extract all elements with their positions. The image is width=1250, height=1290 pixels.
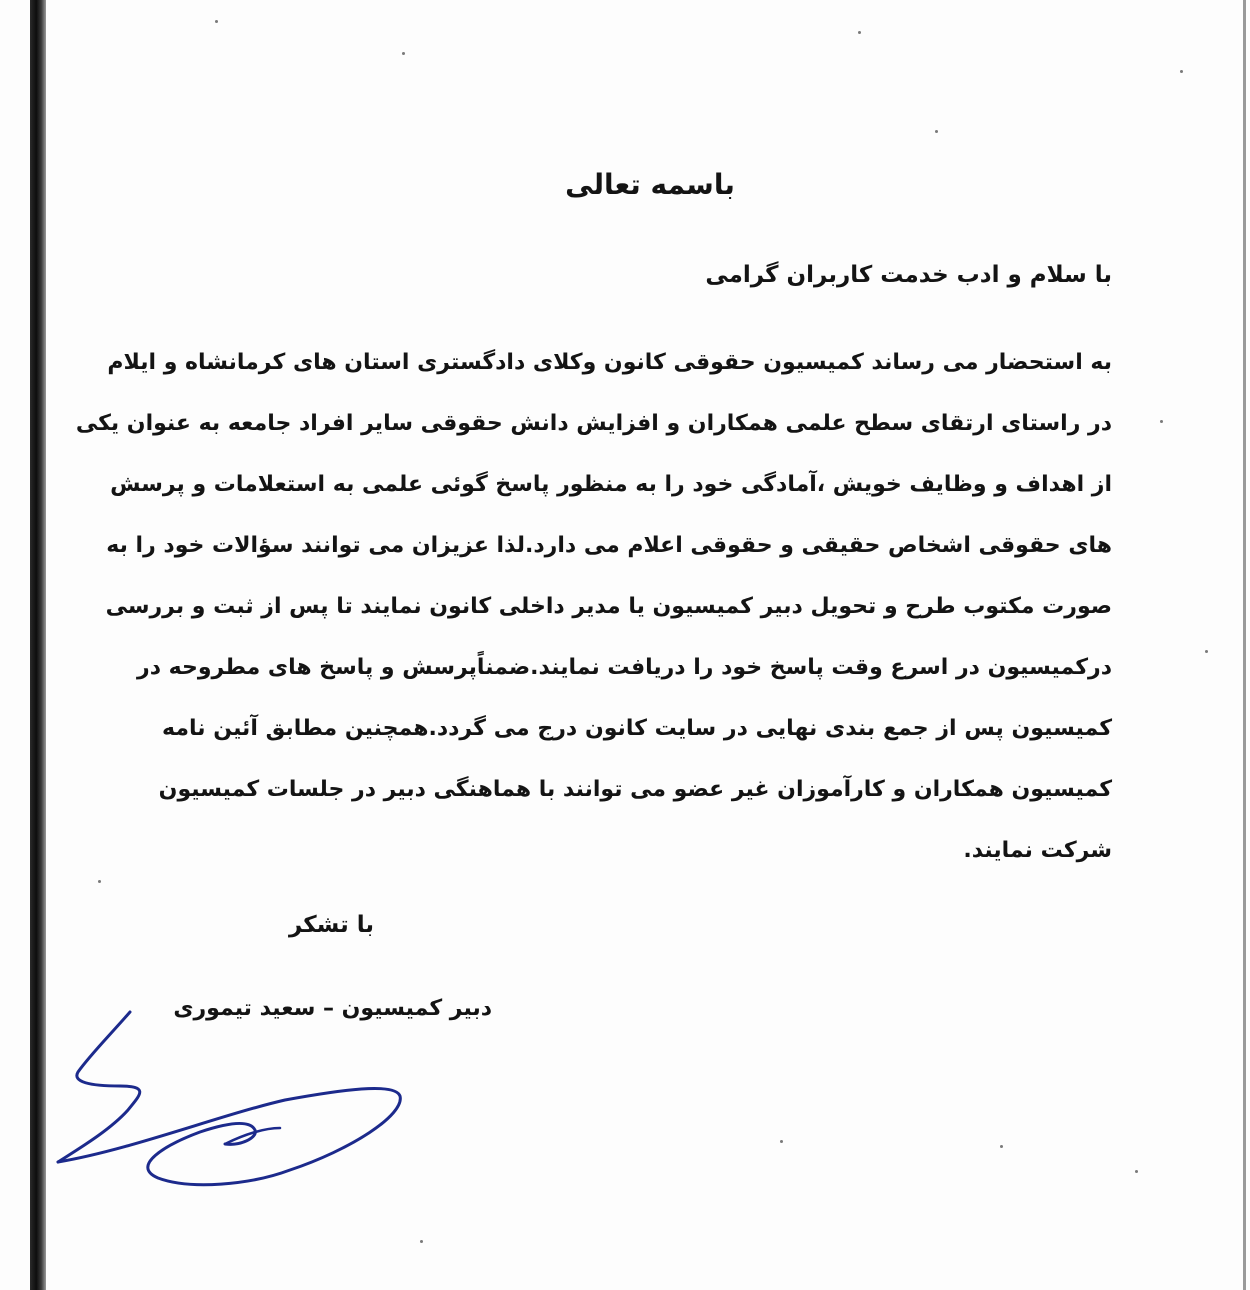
scan-speck	[1135, 1170, 1138, 1173]
body-line: شرکت نمایند.	[963, 838, 1112, 863]
letter-signatory: دبیر کمیسیون – سعید تیموری	[173, 996, 492, 1021]
scan-speck	[1205, 650, 1208, 653]
letter-title: باسمه تعالی	[565, 168, 735, 201]
scan-speck	[1160, 420, 1163, 423]
scan-speck	[780, 1140, 783, 1143]
body-line: صورت مکتوب طرح و تحویل دبیر کمیسیون یا مدیر داخلی کانون نمایند تا پس از ثبت و بررسی	[105, 594, 1112, 619]
scan-speck	[935, 130, 938, 133]
handwritten-signature	[50, 1000, 430, 1210]
scan-shadow-right	[1243, 0, 1246, 1290]
scan-speck	[1180, 70, 1183, 73]
body-line: کمیسیون پس از جمع بندی نهایی در سایت کانون درج می گردد.همچنین مطابق آئین نامه	[162, 716, 1112, 741]
signature-stroke	[58, 1088, 400, 1184]
signature-stroke	[58, 1012, 140, 1162]
body-line: درکمیسیون در اسرع وقت پاسخ خود را دریافت نمایند.ضمناًپرسش و پاسخ های مطروحه در	[137, 655, 1112, 680]
scan-speck	[420, 1240, 423, 1243]
body-line: های حقوقی اشخاص حقیقی و حقوقی اعلام می دارد.لذا عزیزان می توانند سؤالات خود را به	[106, 533, 1112, 558]
scan-shadow-left	[30, 0, 46, 1290]
body-line: از اهداف و وظایف خویش ،آمادگی خود را به منظور پاسخ گوئی علمی به استعلامات و پرسش	[110, 472, 1112, 497]
letter-greeting: با سلام و ادب خدمت کاربران گرامی	[705, 262, 1112, 288]
letter-body	[75, 340, 1112, 889]
scan-speck	[215, 20, 218, 23]
scan-speck	[858, 31, 861, 34]
letter-closing: با تشکر	[288, 912, 374, 938]
scan-speck	[402, 52, 405, 55]
body-line: کمیسیون همکاران و کارآموزان غیر عضو می توانند با هماهنگی دبیر در جلسات کمیسیون	[158, 777, 1112, 802]
body-line: به استحضار می رساند کمیسیون حقوقی کانون وکلای دادگستری استان های کرمانشاه و ایلام	[107, 350, 1112, 375]
body-line: در راستای ارتقای سطح علمی همکاران و افزایش دانش حقوقی سایر افراد جامعه به عنوان یکی	[75, 411, 1112, 436]
scan-speck	[1000, 1145, 1003, 1148]
scan-speck	[98, 880, 101, 883]
